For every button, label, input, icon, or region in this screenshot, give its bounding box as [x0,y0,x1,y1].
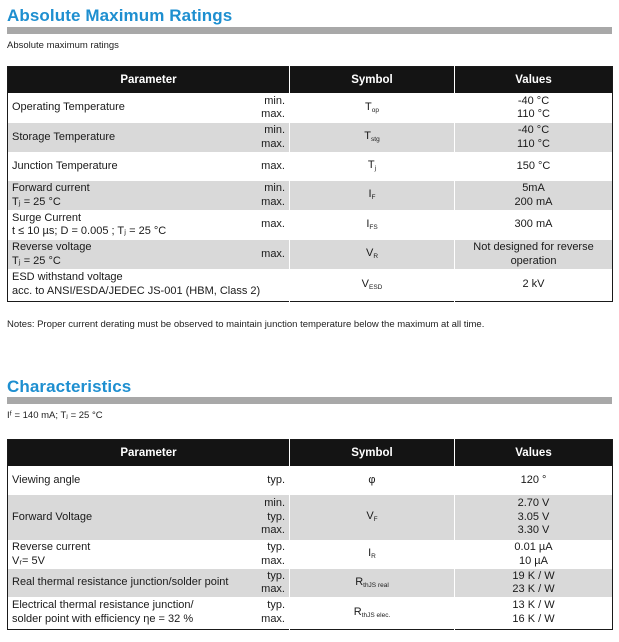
symbol-main: I [368,547,372,560]
value-line: -40 °C [517,124,550,136]
parameter-line: Electrical thermal resistance junction/ [12,599,194,612]
value-line: 2.70 V [517,497,550,510]
value-line: Not designed for reverse [473,241,594,253]
symbol-main: T [364,130,372,143]
parameter-text [12,160,285,174]
symbol-subscript: thJS elec. [361,611,391,619]
table-row [8,495,613,540]
symbol-main: T [367,159,375,172]
parameter-line: Tⱼ = 25 °C [12,254,61,267]
parameter-cell [8,269,290,301]
table-row [8,240,613,269]
value-line: 300 mA [514,218,553,231]
condition-line: max. [261,218,285,231]
symbol-cell [290,495,455,540]
value-line: 13 K / W [512,599,555,612]
symbol-main: R [355,575,364,588]
column-header-parameter: Parameter [8,67,290,94]
value-line: 0.01 µA [514,541,553,553]
section-title-absolute-maximum-ratings: Absolute Maximum Ratings [7,6,233,25]
characteristics-table [7,439,613,630]
table-row [8,569,613,597]
condition-text [261,240,285,269]
value-line: -40 °C [517,94,550,107]
symbol-cell [290,269,455,301]
parameter-text [12,101,285,115]
condition-line: max. [261,159,285,172]
value-cell [455,466,613,495]
symbol-cell [290,181,455,210]
value-line: 150 °C [516,159,551,172]
parameter-text [12,541,285,568]
symbol-cell [290,210,455,240]
value-cell [455,210,613,240]
value-line: 3.30 V [517,524,550,537]
value-line: 10 µA [519,554,548,567]
value-line: 23 K / W [512,583,555,595]
parameter-text [12,511,285,525]
value-line: operation [510,254,557,267]
condition-line: min. [264,182,285,194]
value-line: 3.05 V [517,510,550,523]
condition-line: max. [261,583,285,595]
parameter-line: Viewing angle [12,473,81,486]
value-cell [455,597,613,629]
value-cell [455,540,613,569]
parameter-line: ESD withstand voltage [12,271,123,284]
parameter-cell [8,210,290,240]
condition-line: max. [261,195,285,208]
condition-line: max. [261,247,285,260]
value-cell [455,123,613,152]
condition-line: min. [264,94,285,107]
parameter-cell [8,240,290,269]
section-title-characteristics: Characteristics [7,377,132,396]
value-line: 5mA [522,182,545,194]
parameter-text [12,271,285,298]
symbol-main: V [365,247,374,260]
table-row [8,93,613,123]
value-line: 16 K / W [512,612,555,625]
table-row [8,540,613,569]
parameter-cell [8,123,290,152]
symbol-cell [290,569,455,597]
parameter-line: Vᵣ= 5V [12,554,45,567]
table-row [8,466,613,495]
condition-line: max. [261,554,285,567]
parameter-text [12,182,285,209]
parameter-line: Operating Temperature [12,101,125,114]
column-header-symbol: Symbol [290,67,455,94]
parameter-cell [8,597,290,629]
parameter-cell [8,569,290,597]
column-header-parameter: Parameter [8,440,290,467]
parameter-line: Reverse voltage [12,241,92,253]
condition-text [261,540,285,569]
symbol-cell [290,93,455,123]
parameter-text [12,241,285,268]
symbol-subscript: F [371,194,376,202]
symbol-main: I [368,188,372,201]
parameter-line: Forward Voltage [12,510,93,523]
value-cell [455,181,613,210]
condition-text [261,597,285,629]
condition-text [267,466,285,495]
symbol-subscript: stg [371,136,380,144]
condition-text [261,495,285,540]
value-line: 19 K / W [512,569,555,582]
condition-text [261,210,285,240]
parameter-cell [8,495,290,540]
symbol-subscript: j [374,165,377,173]
parameter-text [12,474,285,488]
condition-line: typ. [267,541,285,553]
parameter-cell [8,152,290,181]
symbol-subscript: thJS real [363,581,389,589]
symbol-cell [290,152,455,181]
parameter-line: Storage Temperature [12,130,116,143]
column-header-values: Values [455,67,613,94]
value-cell [455,152,613,181]
symbol-cell [290,466,455,495]
symbol-subscript: R [371,553,376,561]
parameter-text [12,599,285,626]
table-row [8,152,613,181]
table-row [8,181,613,210]
parameter-line: Tⱼ = 25 °C [12,195,61,208]
symbol-cell [290,597,455,629]
parameter-text [12,212,285,239]
table-row [8,123,613,152]
condition-text [261,152,285,181]
value-cell [455,495,613,540]
column-header-values: Values [455,440,613,467]
symbol-subscript: FS [369,223,378,231]
symbol-subscript: op [371,106,379,114]
symbol-subscript: F [373,516,378,524]
symbol-subscript: ESD [368,283,383,291]
section-rule [7,397,612,404]
condition-line: typ. [267,510,285,523]
table-row [8,597,613,629]
section-rule [7,27,612,34]
value-cell [455,569,613,597]
value-cell [455,269,613,301]
condition-text [261,123,285,152]
symbol-cell [290,123,455,152]
parameter-text [12,131,285,145]
parameter-cell [8,466,290,495]
symbol-cell [290,540,455,569]
value-line: 200 mA [514,195,553,208]
parameter-line: Junction Temperature [12,159,118,172]
condition-line: max. [261,137,285,150]
absolute-maximum-ratings-table [7,66,613,302]
symbol-main: R [353,605,362,618]
parameter-cell [8,181,290,210]
condition-line: max. [261,524,285,537]
condition-line: min. [264,124,285,136]
condition-line: typ. [267,569,285,582]
value-line: 110 °C [517,108,550,120]
parameter-line: Forward current [12,182,90,194]
column-header-symbol: Symbol [290,440,455,467]
value-cell [455,240,613,269]
section-subtitle: Iᶠ = 140 mA; Tⱼ = 25 °C [7,410,103,421]
parameter-line: Reverse current [12,541,91,553]
condition-line: min. [264,497,285,510]
parameter-line: acc. to ANSI/ESDA/JEDEC JS-001 (HBM, Class 2) [12,284,261,297]
parameter-line: solder point with efficiency ηe = 32 % [12,612,194,625]
symbol-main: V [361,277,369,290]
condition-line: typ. [267,473,285,486]
condition-text [261,181,285,210]
table-row [8,210,613,240]
symbol-subscript: R [373,253,379,261]
parameter-cell [8,540,290,569]
value-cell [455,93,613,123]
symbol-main: V [366,510,374,523]
condition-line: max. [261,612,285,625]
symbol-main: I [366,217,370,230]
symbol-main: φ [368,473,376,486]
section-subtitle: Absolute maximum ratings [7,40,119,51]
value-line: 120 ° [520,473,547,486]
parameter-line: Real thermal resistance junction/solder point [12,576,229,589]
value-line: 2 kV [522,278,545,290]
symbol-cell [290,240,455,269]
parameter-line: t ≤ 10 µs; D = 0.005 ; Tⱼ = 25 °C [12,225,167,237]
parameter-cell [8,93,290,123]
parameter-line: Surge Current [12,211,82,224]
table-row [8,269,613,301]
condition-text [261,93,285,123]
parameter-text [12,576,285,590]
value-line: 110 °C [517,137,550,150]
notes-text: Notes: Proper current derating must be observed to maintain junction temperature below the maximum at all time. [7,319,485,330]
condition-line: max. [261,108,285,120]
condition-text [261,569,285,597]
symbol-main: T [365,100,372,113]
condition-line: typ. [267,599,285,612]
